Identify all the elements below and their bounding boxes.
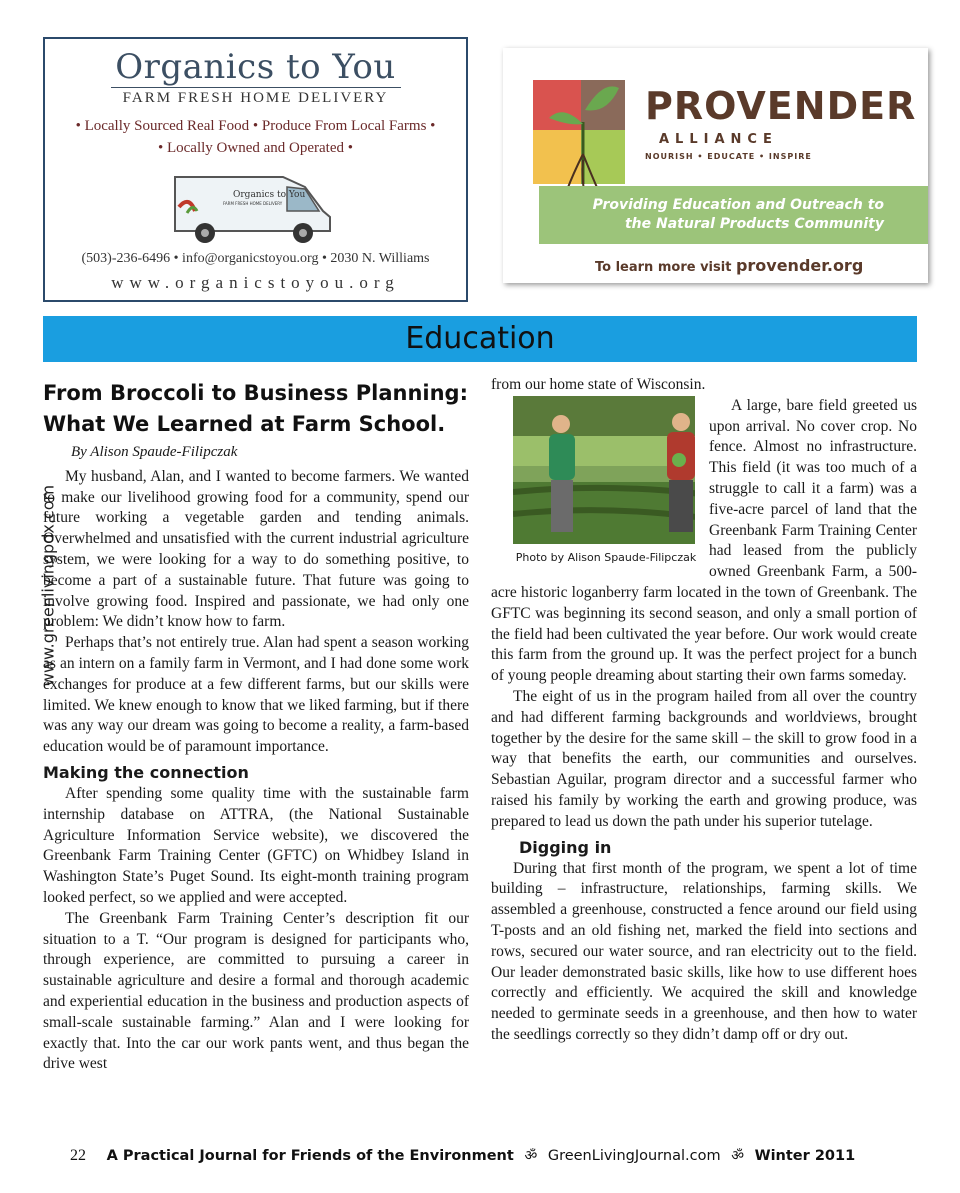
provender-alliance-ad[interactable] [503, 48, 928, 283]
article-paragraph-text: A large, bare field greeted us upon arrival. No cover crop. No fence. Almost no infrastructure. This field (it was too much of a struggle to call it a farm) was a five-acre parcel of land that the Greenbank Farm Training Center had leased from the publicly owned Greenbank Farm, a 500-acre historic loganberry farm located in the town of Greenbank. The GFTC was beginning its second season, and only a small portion of the field had been cultivated the year before. Our work would create this farm from the ground up. It was the perfect project for a bunch of young people dreaming about starting their own farms someday. [491, 396, 917, 685]
provender-band [539, 186, 928, 244]
van-tagline-text: FARM FRESH HOME DELIVERY [223, 201, 283, 206]
organics-contact: (503)-236-6496 • info@organicstoyou.org • 2030 N. Williams [81, 251, 430, 266]
provender-name: PROVENDER [645, 84, 917, 128]
organics-bullets-line2: • Locally Owned and Operated • [157, 140, 353, 156]
organics-rule [111, 87, 401, 88]
subhead-digging-in: Digging in [519, 837, 612, 857]
van-brand-text: Organics to You [233, 190, 306, 200]
ornament-icon: ॐ [524, 1148, 538, 1164]
provender-url[interactable]: provender.org [735, 256, 864, 275]
provender-band-line2: the Natural Products Community [624, 216, 884, 232]
provender-logo-image [533, 74, 633, 199]
page-number: 22 [70, 1147, 86, 1164]
page-footer [70, 1146, 930, 1165]
article-byline: By Alison Spaude-Filipczak [71, 444, 238, 460]
subhead-making-connection: Making the connection [43, 762, 249, 782]
farmers-photo-image [513, 396, 695, 544]
delivery-van-image [165, 167, 340, 247]
journal-site[interactable]: GreenLivingJournal.com [547, 1148, 721, 1164]
side-url-text: www.greenlivingpdx.com [38, 484, 58, 687]
photo-block [491, 396, 699, 572]
provender-visit [595, 256, 863, 275]
section-banner: Education [43, 316, 917, 362]
article-paragraph: The Greenbank Farm Training Center’s description fit our situation to a T. “Our program is designed for participants who, through experience, are committed to pursuing a career in sustainable agriculture and desire a formal and thorough academic and experiential education in the business and production aspects of small-scale sustainable farming.” Alan and I were looking for exactly that. Into the car our work pants went, and thus began the drive west [43, 909, 469, 1073]
organics-website[interactable]: www.organicstoyou.org [111, 273, 400, 292]
article-right-column [491, 375, 917, 1046]
provender-visit-text: To learn more visit [595, 260, 732, 275]
article-title-line1: From Broccoli to Business Planning: [43, 381, 468, 405]
article-paragraph: After spending some quality time with the sustainable farm internship database on ATTRA, (the National Sustainable Agriculture Information Service website), we discovered the Greenbank Farm Training Center (GFTC) on Whidbey Island in Washington State’s Puget Sound. Its eight-month training program looked perfect, so we applied and were accepted. [43, 784, 469, 906]
article-title-line2: What We Learned at Farm School. [43, 412, 446, 436]
provender-band-line1: Providing Education and Outreach to [592, 197, 884, 213]
provender-motto: NOURISH • EDUCATE • INSPIRE [645, 152, 812, 161]
article-paragraph: Perhaps that’s not entirely true. Alan had spent a season working as an intern on a family farm in Vermont, and I had done some work exchanges for produce at a few different farms, but our skills were limited. We knew enough to know that we liked farming, but if there was any way our dream was going to become a reality, a farm-based education would be of paramount importance. [43, 634, 469, 756]
article-left-column [43, 378, 469, 1075]
article-paragraph: from our home state of Wisconsin. [491, 376, 706, 393]
article-paragraph [491, 396, 917, 687]
organics-bullets [45, 115, 466, 159]
farm-photo [491, 396, 695, 544]
organics-brand: Organics to You [115, 47, 396, 87]
photo-caption: Photo by Alison Spaude-Filipczak [515, 550, 697, 564]
journal-name: A Practical Journal for Friends of the Environment [106, 1148, 514, 1164]
organics-tagline: FARM FRESH HOME DELIVERY [122, 90, 389, 106]
issue-date: Winter 2011 [754, 1148, 856, 1164]
organics-to-you-ad[interactable] [43, 37, 468, 302]
article-paragraph: During that first month of the program, we spent a lot of time building – infrastructure, relationships, farming skills. We assembled a greenhouse, constructed a fence around our field using T-posts and an old fishing net, marked the field into sections and rows, secured our water source, and ran electricity out to the field. Our leader demonstrated basic skills, like how to use different hoes correctly and efficiently. We acquired the skill and knowledge needed to germinate seeds in a greenhouse, and then how to water the seedlings correctly so they didn’t damp off or dry out. [491, 859, 917, 1043]
article-title [43, 378, 469, 440]
organics-bullets-line1: • Locally Sourced Real Food • Produce From Local Farms • [75, 118, 436, 134]
article-paragraph: The eight of us in the program hailed from all over the country and had different farming backgrounds and worldviews, brought together by the desire for the same skill – the skill to grow food in a way that benefits the earth, our communities and ourselves. Sebastian Aguilar, program director and a successful farmer who raised his family by working the earth and growing produce, was prepared to lead us down the path under his superior tutelage. [491, 687, 917, 830]
provender-alliance: ALLIANCE [659, 132, 778, 147]
ornament-icon: ॐ [731, 1148, 744, 1164]
article-paragraph: My husband, Alan, and I wanted to become farmers. We wanted to make our livelihood growing food for a community, spend our future working a vegetable garden and tending animals. Overwhelmed and unsatisfied with the current industrial agriculture system, we were looking for a way to do something positive, to become a part of a sustainable future. That future was going to involve growing food. Inspired and passionate, we had only one problem: We didn’t know how to farm. [43, 467, 469, 631]
